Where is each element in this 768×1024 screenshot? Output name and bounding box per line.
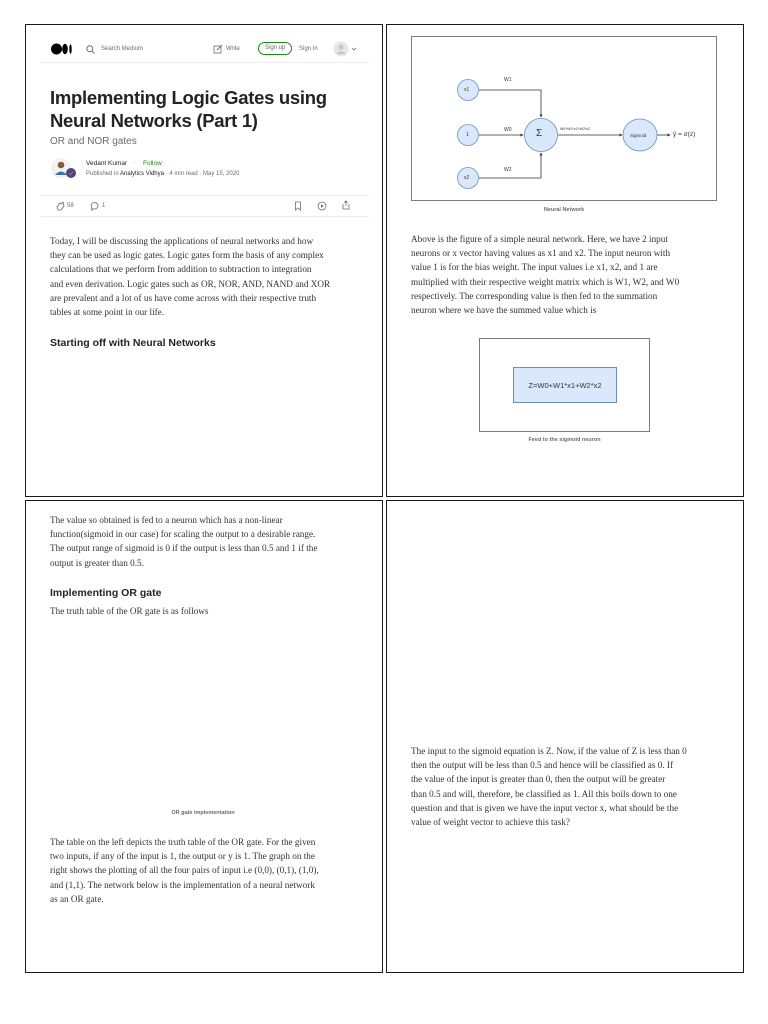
response-count: 1 xyxy=(102,203,106,209)
section-heading-or-gate: Implementing OR gate xyxy=(50,587,162,599)
page-panel-1 xyxy=(25,24,383,497)
clap-icon[interactable] xyxy=(55,201,65,211)
edge-x2-sum xyxy=(479,153,541,178)
chevron-down-icon xyxy=(352,48,356,50)
z-equation-label: W0+W1*x1+W2*x2 xyxy=(560,127,590,131)
search-icon[interactable] xyxy=(86,45,95,54)
page-panel-2 xyxy=(386,24,744,497)
follow-button[interactable]: Follow xyxy=(143,160,162,167)
publish-date: May 15, 2020 xyxy=(203,171,240,177)
node-label-x1: x1 xyxy=(464,87,470,93)
edge-x1-sum xyxy=(479,90,541,117)
output-label: ŷ = σ(z) xyxy=(673,131,696,138)
avatar[interactable] xyxy=(51,158,81,180)
section-heading-neural-networks: Starting off with Neural Networks xyxy=(50,337,216,349)
write-link[interactable]: Write xyxy=(226,46,240,52)
formula-box xyxy=(513,367,617,403)
sigmoid-classification-paragraph: The input to the sigmoid equation is Z. Now, if the value of Z is less than 0 then the output will be less than 0.5 and hence will be classified as 0. If the value of the input is greater than 0, then the output will be greater than 0.5 and will, therefore, be classified as 1. All this boils down to one question and that is given we have the input vector x, what should be the value of weight vector to achieve this task? xyxy=(411,746,687,828)
read-time: 4 min read xyxy=(169,171,198,177)
sigma-symbol: Σ xyxy=(536,128,543,139)
intro-paragraph: Today, I will be discussing the applications of neural networks and how they can be used as logic gates. Logic gates form the basis of any complex calculations that we perform from addition to subtraction to integration and even derivation. Logic gates such as OR, NOR, AND, NAND and XOR are prevalent and a lot of us have come across with their respective truth tables at some point in our life. xyxy=(50,236,331,318)
weight-label-w1: W1 xyxy=(504,77,512,83)
action-bar-top-divider xyxy=(41,195,369,196)
sigmoid-paragraph: The value so obtained is fed to a neuron which has a non-linear function(sigmoid in our case) for scaling the output to a desirable range. The output range of sigmoid is 0 if the output is less than 0.5 and 1 if the output is greater than 0.5. xyxy=(50,515,318,568)
truth-table-intro: The truth table of the OR gate is as follows xyxy=(50,606,209,616)
play-icon[interactable] xyxy=(317,201,327,211)
article-meta: Published in Analytics Vidhya · 4 min read · May 15, 2020 xyxy=(86,171,240,177)
bookmark-icon[interactable] xyxy=(293,201,303,211)
or-gate-paragraph: The table on the left depicts the truth table of the OR gate. For the given two inputs, if any of the input is 1, the output or y is 1. The graph on the right shows the plotting of all the four pairs of input i.e (0,0), (0,1), (1,0), and (1,1). The network below is the implementation of a neural network as an OR gate. xyxy=(50,837,319,904)
clap-count: 58 xyxy=(67,203,74,209)
page-panel-3 xyxy=(25,500,383,973)
signup-button[interactable] xyxy=(258,42,292,55)
write-icon[interactable] xyxy=(213,44,223,54)
action-bar-bottom-divider xyxy=(41,216,369,217)
share-icon[interactable] xyxy=(341,200,351,210)
page-panel-4 xyxy=(386,500,744,973)
node-label-x2: x2 xyxy=(464,175,470,181)
author-name[interactable]: Vedant Kumar xyxy=(86,160,128,167)
signup-label: Sign up xyxy=(265,45,286,51)
figure-caption-sigmoid: Feed to the sigmoid neuron xyxy=(528,437,601,443)
article-title: Implementing Logic Gates using Neural Networks (Part 1) xyxy=(50,87,327,131)
formula-figure xyxy=(479,338,650,432)
user-avatar-menu[interactable] xyxy=(333,41,357,57)
figure-caption-neural-network: Neural Network xyxy=(543,207,585,213)
nav-divider xyxy=(41,62,369,63)
node-label-bias: 1 xyxy=(466,132,469,138)
signin-link[interactable]: Sign In xyxy=(299,46,318,52)
medium-logo[interactable] xyxy=(51,43,73,55)
neural-network-paragraph: Above is the figure of a simple neural network. Here, we have 2 input neurons or x vector having values as x1 and x2. The input neuron with value 1 is for the bias weight. The input values i.e x1, x2, and 1 are multiplied with their respective weight matrix which is W1, W2, and W0 respectively. The corresponding value is then fed to the summation neuron where we have the summed value which is xyxy=(411,234,680,316)
figure-caption-or-gate: OR gate implementation xyxy=(171,810,235,816)
weight-label-w2: W2 xyxy=(504,167,512,173)
publication-link[interactable]: Analytics Vidhya xyxy=(120,171,164,177)
comment-icon[interactable] xyxy=(90,201,100,211)
published-in-label: Published in xyxy=(86,171,119,177)
sigmoid-label: Sigmoid xyxy=(630,133,647,138)
article-subtitle: OR and NOR gates xyxy=(50,136,137,147)
separator: · xyxy=(133,160,135,166)
weight-label-w0: W0 xyxy=(504,127,512,133)
publication-logo xyxy=(66,168,76,178)
neural-network-figure xyxy=(411,36,717,201)
search-input[interactable]: Search Medium xyxy=(101,46,144,52)
formula-text: Z=W0+W1*x1+W2*x2 xyxy=(528,381,602,390)
